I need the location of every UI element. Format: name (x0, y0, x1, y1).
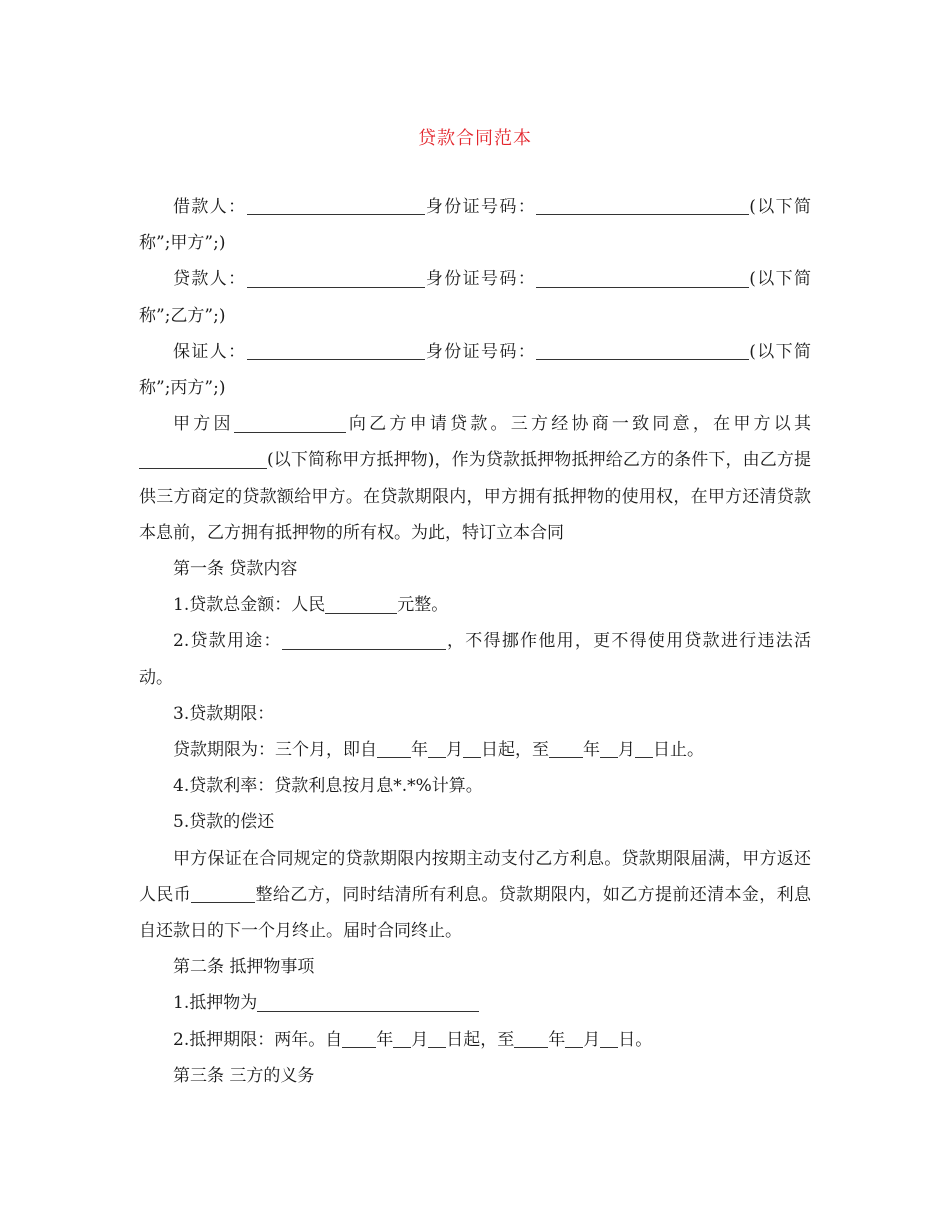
preamble-paragraph (139, 406, 811, 551)
preamble-text-b: 向乙方申请贷款。三方经协商一致同意，在甲方以其 (345, 414, 812, 435)
article2-heading: 第二条 抵押物事项 (173, 957, 315, 978)
loan-term-label: 贷款期限为：三个月，即自 (173, 740, 377, 761)
borrower-line (139, 189, 811, 261)
lender-label: 贷款人： (173, 269, 247, 290)
borrower-suffix: (以下 (749, 197, 794, 217)
pledge-start-month-label: 月 (411, 1029, 429, 1050)
loan-amount-line (139, 587, 811, 623)
pledge-start-day-blank (428, 1029, 446, 1048)
loan-amount-blank (325, 595, 397, 614)
end-month-blank (600, 740, 618, 759)
start-day-blank (463, 740, 481, 759)
loan-usage-text: ，不得挪作他用，更不得使用贷款进行违法活动。 (139, 631, 811, 688)
pledge-end-day-label: 日。 (618, 1029, 653, 1050)
loan-amount-label: 1.贷款总金额：人民 (173, 595, 326, 616)
end-day-blank (635, 740, 653, 759)
article3-heading: 第三条 三方的义务 (173, 1065, 315, 1086)
preamble-text-c: (以下简称甲方抵押物)，作为贷款抵押物抵押给乙方的条件下，由乙方提供三方商定的贷款额给甲方。在贷款期限内，甲方拥有抵押物的使用权，在甲方还清贷款本息前，乙方拥有抵押物的所有权。为此，特订立本合同 (139, 450, 811, 543)
guarantor-abbr: 简称”;丙方”;) (139, 341, 811, 399)
preamble-text-a: 甲方因 (173, 414, 234, 435)
end-year-label: 年 (583, 740, 600, 761)
lender-id-blank (536, 269, 749, 288)
loan-usage-line (139, 623, 811, 695)
collateral-line (139, 985, 811, 1021)
end-day-label: 日止。 (653, 740, 704, 761)
collateral-blank (139, 450, 267, 469)
pledge-start-month-blank (393, 1029, 411, 1048)
guarantor-id-blank (536, 341, 749, 360)
pledge-end-month-blank (565, 1029, 583, 1048)
start-month-blank (428, 740, 446, 759)
repayment-paragraph (139, 841, 811, 950)
guarantor-name-blank (247, 341, 425, 360)
guarantor-suffix: (以下 (749, 341, 794, 362)
start-year-blank (377, 740, 411, 759)
loan-amount-unit: 元整。 (397, 595, 449, 616)
borrower-label: 借款人： (173, 197, 247, 217)
pledge-term-line (139, 1022, 811, 1058)
collateral-label: 1.抵押物为 (173, 993, 258, 1014)
borrower-id-blank (536, 197, 749, 216)
pledge-start-day-label: 日起，至 (446, 1029, 515, 1050)
pledge-start-year-blank (342, 1029, 376, 1048)
pledge-end-year-blank (514, 1029, 548, 1048)
lender-name-blank (247, 269, 425, 288)
end-year-blank (549, 740, 583, 759)
borrower-id-label: 身份证号码： (424, 197, 537, 217)
document-body (139, 189, 811, 1094)
pledge-start-year-label: 年 (376, 1029, 394, 1050)
start-month-label: 月 (446, 740, 463, 761)
borrower-abbr: 简称”;甲方”;) (139, 197, 811, 254)
lender-abbr: 简称”;乙方”;) (139, 269, 811, 326)
pledge-end-year-label: 年 (548, 1029, 566, 1050)
borrower-name-blank (247, 197, 425, 216)
lender-id-label: 身份证号码： (424, 269, 537, 290)
repayment-text-a: 甲方保证在合同规定的贷款期限内按期主动支付乙方利息。贷款期限届满，甲方返还人民币 (139, 848, 811, 905)
loan-usage-label: 2.贷款用途： (173, 631, 282, 652)
repayment-heading: 5.贷款的偿还 (173, 812, 275, 833)
collateral-item-blank (257, 993, 479, 1012)
lender-line (139, 261, 811, 333)
start-day-label: 日起，至 (481, 740, 549, 761)
loan-term-heading: 3.贷款期限： (173, 703, 275, 724)
loan-reason-blank (234, 414, 346, 433)
guarantor-line (139, 334, 811, 406)
loan-usage-blank (282, 631, 446, 650)
loan-term-line (139, 732, 811, 768)
lender-suffix: (以下 (749, 269, 794, 290)
pledge-end-month-label: 月 (583, 1029, 601, 1050)
end-month-label: 月 (618, 740, 635, 761)
start-year-label: 年 (411, 740, 428, 761)
repayment-text-b: 整给乙方，同时结清所有利息。贷款期限内，如乙方提前还清本金，利息自还款日的下一个月终止。届时合同终止。 (139, 884, 812, 942)
loan-rate-line: 4.贷款利率：贷款利息按月息*.*%计算。 (173, 776, 483, 797)
document-title: 贷款合同范本 (418, 128, 532, 149)
pledge-end-day-blank (600, 1029, 618, 1048)
article1-heading: 第一条 贷款内容 (173, 559, 298, 580)
guarantor-label: 保证人： (173, 341, 247, 362)
guarantor-id-label: 身份证号码： (424, 341, 537, 362)
repayment-amount-blank (191, 884, 255, 903)
pledge-term-label: 2.抵押期限：两年。自 (173, 1029, 343, 1050)
